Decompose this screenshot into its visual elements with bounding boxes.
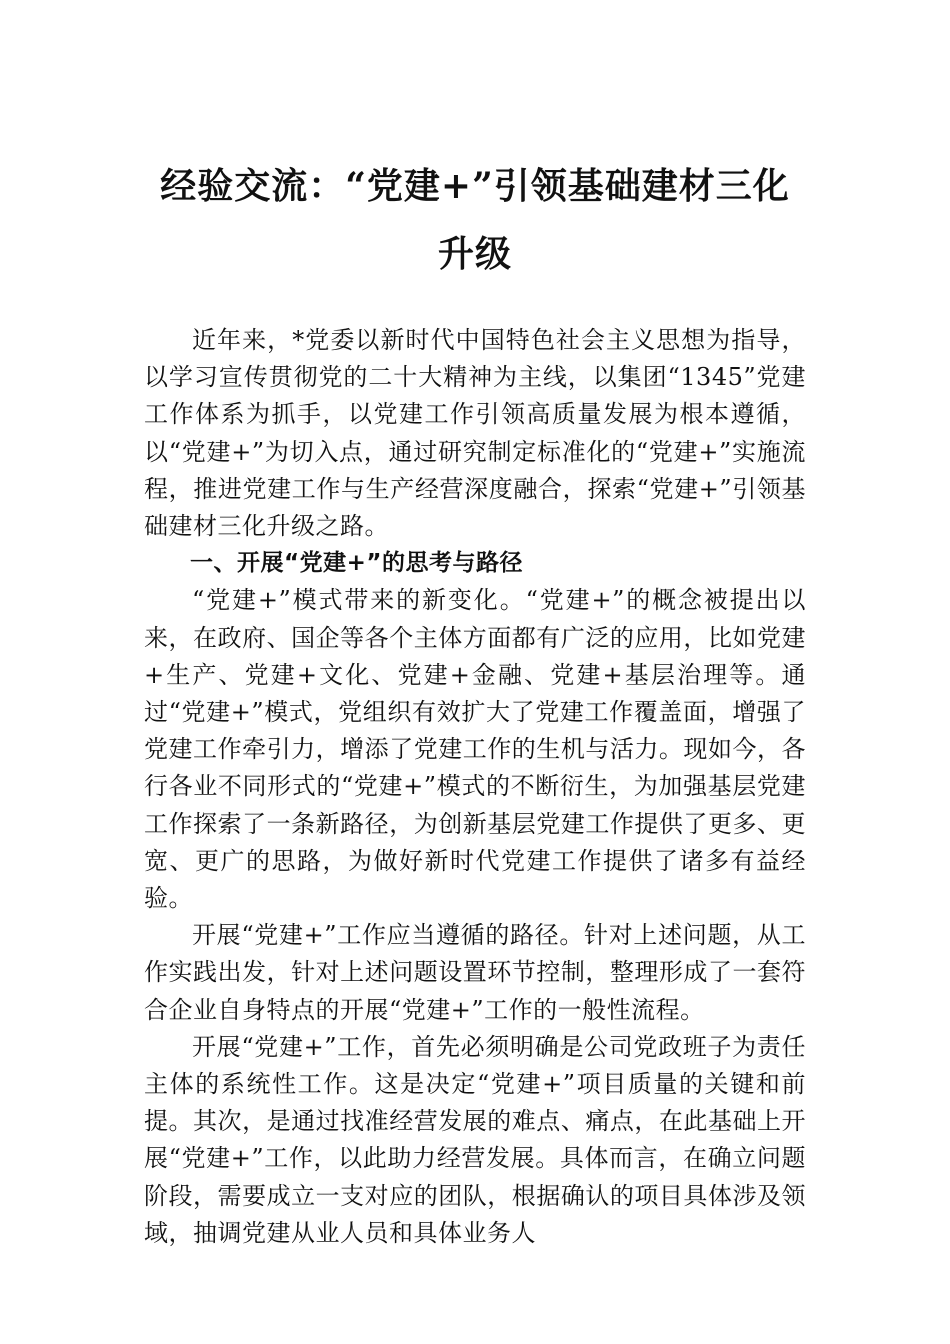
document-body — [144, 322, 806, 1252]
paragraph-new-changes: “党建+”模式带来的新变化。“党建+”的概念被提出以来，在政府、国企等各个主体方面都有广泛的应用，比如党建+生产、党建+文化、党建+金融、党建+基层治理等。通过“党建+”模式，党组织有效扩大了党建工作覆盖面，增强了党建工作牵引力，增添了党建工作的生机与活力。现如今，各行各业不同形式的“党建+”模式的不断衍生，为加强基层党建工作探索了一条新路径，为创新基层党建工作提供了更多、更宽、更广的思路，为做好新时代党建工作提供了诸多有益经验。 — [144, 586, 806, 913]
paragraph-responsibility: 开展“党建+”工作，首先必须明确是公司党政班子为责任主体的系统性工作。这是决定“党建+”项目质量的关键和前提。其次，是通过找准经营发展的难点、痛点，在此基础上开展“党建+”工作，以此助力经营发展。具体而言，在确立问题阶段，需要成立一支对应的团队，根据确认的项目具体涉及领域，抽调党建从业人员和具体业务人 — [144, 1032, 806, 1247]
paragraph-intro: 近年来，*党委以新时代中国特色社会主义思想为指导，以学习宣传贯彻党的二十大精神为主线，以集团“1345”党建工作体系为抓手，以党建工作引领高质量发展为根本遵循，以“党建+”为切入点，通过研究制定标准化的“党建+”实施流程，推进党建工作与生产经营深度融合，探索“党建+”引领基础建材三化升级之路。 — [144, 326, 806, 541]
section-heading-1: 一、开展“党建+”的思考与路径 — [190, 550, 524, 577]
document-title: 经验交流：“党建+”引领基础建材三化升级 — [160, 165, 790, 275]
paragraph-path: 开展“党建+”工作应当遵循的路径。针对上述问题，从工作实践出发，针对上述问题设置环节控制，整理形成了一套符合企业自身特点的开展“党建+”工作的一般性流程。 — [144, 921, 806, 1024]
